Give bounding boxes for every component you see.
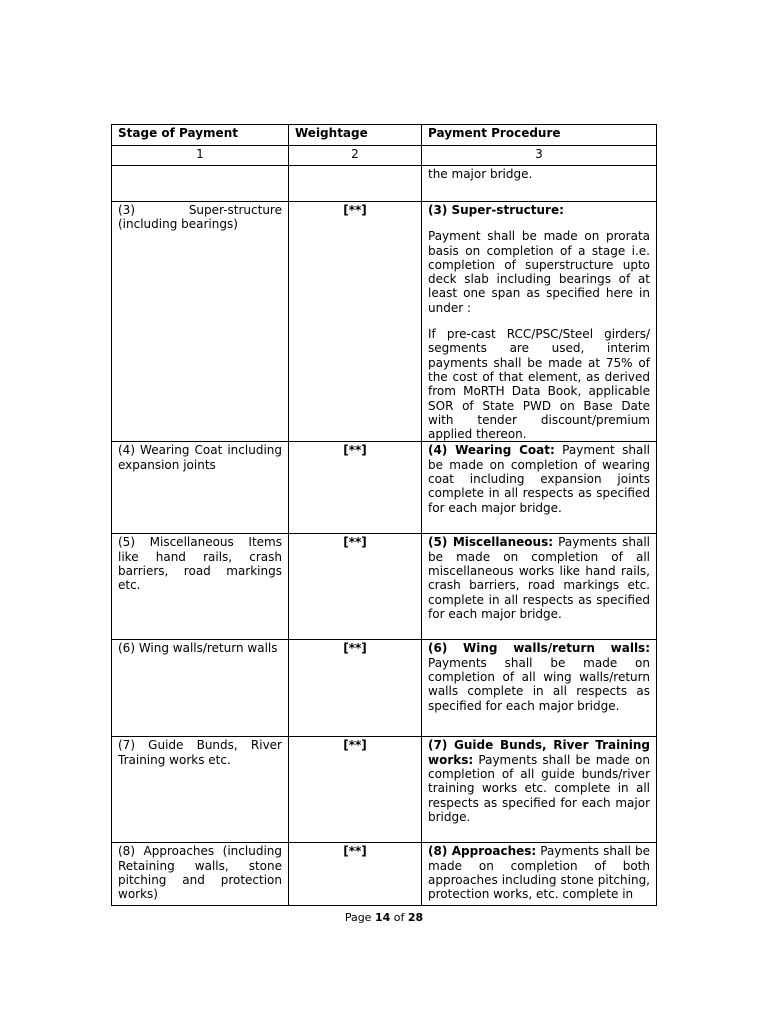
table-header-row bbox=[112, 125, 657, 146]
column-number-row bbox=[112, 146, 657, 166]
weightage-cell: [**] bbox=[289, 737, 422, 843]
weightage-cell: [**] bbox=[289, 202, 422, 442]
table-row bbox=[112, 843, 657, 906]
procedure-text: Payments shall be made on completion of all miscellaneous works like hand rails, crash barriers, road markings etc. complete in all respects as specified for each major bridge. bbox=[428, 535, 651, 621]
column-number-2: 2 bbox=[289, 146, 422, 166]
weightage-cell: [**] bbox=[289, 843, 422, 906]
stage-cell: (5) Miscellaneous Items like hand rails, crash barriers, road markings etc. bbox=[112, 534, 289, 640]
procedure-title: (4) Wearing Coat: bbox=[428, 443, 555, 458]
procedure-cell bbox=[422, 640, 657, 737]
procedure-cell bbox=[422, 442, 657, 534]
table-row bbox=[112, 534, 657, 640]
procedure-cell bbox=[422, 843, 657, 906]
weightage-cell: [**] bbox=[289, 640, 422, 737]
weightage-cell: [**] bbox=[289, 534, 422, 640]
page-number: 14 bbox=[374, 911, 391, 924]
column-number-1: 1 bbox=[112, 146, 289, 166]
stage-cell: (8) Approaches (including Retaining walls, stone pitching and protection works) bbox=[112, 843, 289, 906]
table-row bbox=[112, 640, 657, 737]
procedure-text: If pre-cast RCC/PSC/Steel girders/ segments are used, interim payments shall be made at 75% of the cost of that element, as derived from MoRTH Data Book, applicable SOR of State PWD on Base Date with tender discount/premium applied thereon. bbox=[428, 327, 650, 442]
procedure-cell bbox=[422, 534, 657, 640]
table-row bbox=[112, 737, 657, 843]
procedure-title: (8) Approaches: bbox=[428, 844, 537, 859]
table-row bbox=[112, 166, 657, 202]
table-row bbox=[112, 442, 657, 534]
weightage-cell: [**] bbox=[289, 442, 422, 534]
page-total: 28 bbox=[407, 911, 424, 924]
column-number-3: 3 bbox=[422, 146, 657, 166]
header-procedure: Payment Procedure bbox=[422, 125, 657, 146]
procedure-title: (7) Guide Bunds, River Training works: bbox=[428, 738, 650, 767]
page-footer: Page 14 of 28 bbox=[344, 911, 424, 924]
procedure-text: Payments shall be made on completion of both approaches including stone pitching, protection works, etc. complete in bbox=[428, 844, 651, 902]
procedure-cell bbox=[422, 737, 657, 843]
procedure-text: Payment shall be made on completion of wearing coat including expansion joints complete in all respects as specified for each major bridge. bbox=[428, 443, 650, 515]
procedure-text: Payment shall be made on prorata basis on completion of a stage i.e. completion of superstructure upto deck slab including bearings of at least one span as specified here in under : bbox=[428, 229, 650, 315]
payment-stages-table bbox=[111, 124, 657, 906]
procedure-title: (5) Miscellaneous: bbox=[428, 535, 554, 550]
continuation-text: the major bridge. bbox=[422, 166, 657, 202]
header-weightage: Weightage bbox=[289, 125, 422, 146]
stage-cell: (4) Wearing Coat including expansion joints bbox=[112, 442, 289, 534]
stage-cell: (3) Super-structure (including bearings) bbox=[112, 202, 289, 442]
procedure-title: (6) Wing walls/return walls: bbox=[428, 641, 650, 656]
procedure-title: (3) Super-structure: bbox=[428, 203, 564, 217]
stage-cell: (6) Wing walls/return walls bbox=[112, 640, 289, 737]
procedure-text: Payments shall be made on completion of all wing walls/return walls complete in all respects as specified for each major bridge. bbox=[428, 655, 650, 713]
procedure-cell bbox=[422, 202, 657, 442]
stage-cell: (7) Guide Bunds, River Training works etc. bbox=[112, 737, 289, 843]
header-stage: Stage of Payment bbox=[112, 125, 289, 146]
table-row bbox=[112, 202, 657, 442]
procedure-text: Payments shall be made on completion of all guide bunds/river training works etc. complete in all respects as specified for each major bridge. bbox=[428, 752, 650, 824]
